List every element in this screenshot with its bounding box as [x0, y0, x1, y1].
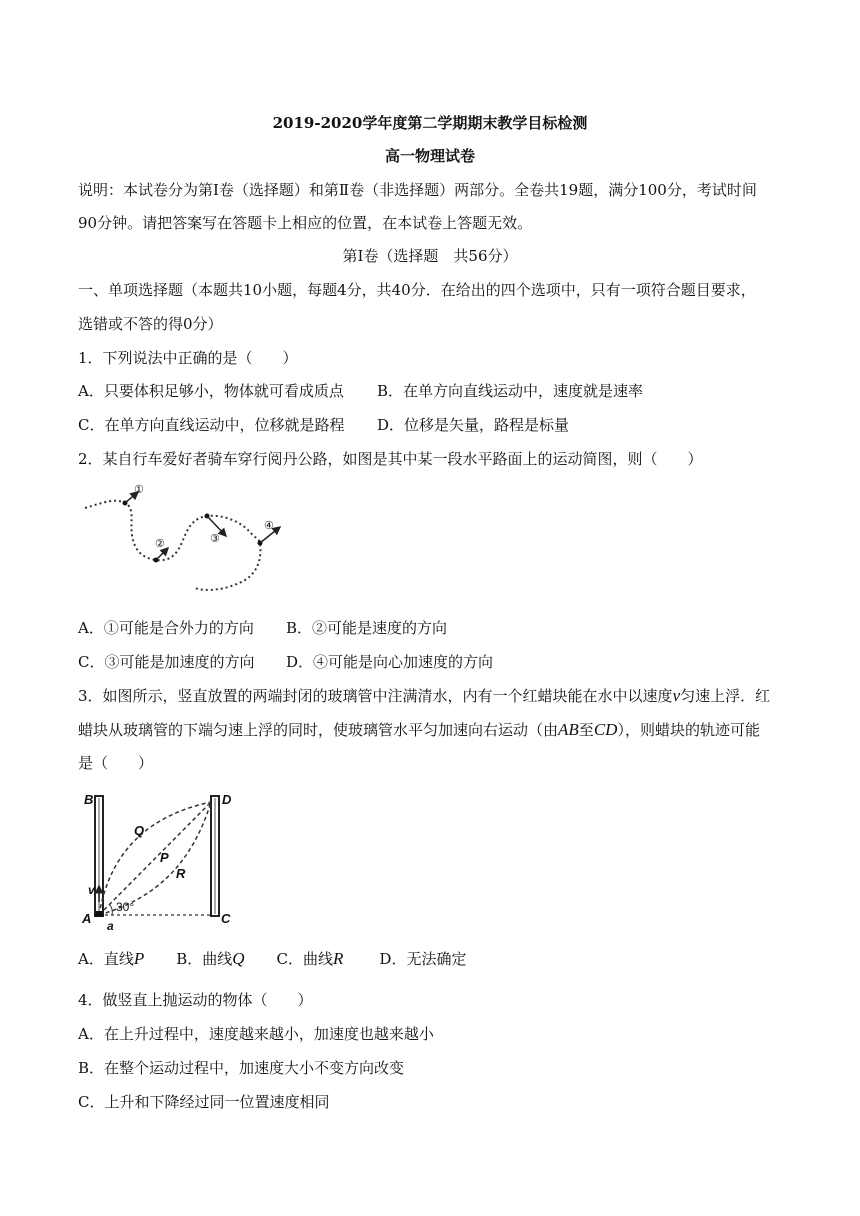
- part-1-title: 第Ⅰ卷（选择题 共56分）: [342, 247, 518, 265]
- q3-var-ab: AB: [558, 720, 579, 739]
- question-2-stem: 2．某自行车爱好者骑车穿行阅丹公路，如图是其中某一段水平路面上的运动简图，则（ ）: [78, 450, 703, 468]
- exam-note-line-2: 90分钟。请把答案写在答题卡上相应的位置，在本试卷上答题无效。: [78, 214, 533, 232]
- q3-stem-1b: 匀速上浮．红: [680, 687, 771, 705]
- question-2-option-b: B．②可能是速度的方向: [286, 619, 448, 637]
- angle-arc: [110, 905, 112, 915]
- label-1: ①: [134, 484, 144, 496]
- label-2: ②: [155, 538, 165, 550]
- q3-var-cd: CD: [593, 720, 618, 739]
- question-2-option-c: C．③可能是加速度的方向: [78, 653, 255, 671]
- question-2-option-d: D．④可能是向心加速度的方向: [286, 653, 494, 671]
- question-3-tube-diagram: [80, 790, 245, 933]
- question-1-option-a: A．只要体积足够小，物体就可看成质点: [78, 382, 344, 400]
- wax-block: [95, 911, 103, 917]
- label-c: C: [221, 911, 231, 926]
- q3-stem-2b: ），则蜡块的轨迹可能: [617, 721, 760, 739]
- question-3-stem-line-2: [78, 720, 760, 740]
- question-4-option-c: C．上升和下降经过同一位置速度相同: [78, 1093, 330, 1111]
- label-a-point: A: [82, 911, 92, 926]
- label-b: B: [84, 792, 94, 807]
- question-1-option-c: C．在单方向直线运动中，位移就是路程: [78, 416, 345, 434]
- question-1-option-b: B．在单方向直线运动中，速度就是速率: [377, 382, 644, 400]
- question-4-stem: 4．做竖直上抛运动的物体（ ）: [78, 991, 313, 1009]
- q3-option-b-label: B．曲线: [176, 950, 233, 968]
- exam-title: 2019-2020学年度第二学期期末教学目标检测: [272, 114, 588, 132]
- section-1-instructions-line-2: 选错或不答的得0分）: [78, 315, 223, 333]
- q3-stem-1a: 3．如图所示，竖直放置的两端封闭的玻璃管中注满清水，内有一个红蜡块能在水中以速度: [78, 687, 673, 705]
- road-path: [85, 501, 260, 590]
- label-a-small: a: [107, 919, 114, 933]
- question-2-path-diagram: [80, 480, 300, 600]
- label-d: D: [222, 792, 232, 807]
- section-1-instructions-line-1: 一、单项选择题（本题共10小题，每题4分，共40分．在给出的四个选项中，只有一项符合题目要求，: [78, 281, 756, 299]
- line-p: [99, 802, 211, 915]
- label-v: v: [88, 883, 95, 897]
- label-q: Q: [134, 823, 145, 838]
- q3-option-c-var: R: [333, 949, 344, 968]
- question-1-stem: 1．下列说法中正确的是（ ）: [78, 349, 298, 367]
- question-3-stem-line-3: 是（ ）: [78, 754, 154, 772]
- q3-option-b-var: Q: [232, 949, 245, 968]
- label-angle: 30°: [116, 900, 135, 914]
- label-r: R: [176, 866, 186, 881]
- q3-option-c-label: C．曲线: [276, 950, 334, 968]
- question-3-stem-line-1: [78, 686, 770, 706]
- question-2-option-a: A．①可能是合外力的方向: [78, 619, 254, 637]
- label-3: ③: [210, 533, 220, 545]
- q3-option-a-var: P: [133, 949, 145, 968]
- exam-note-line-1: 说明：本试卷分为第Ⅰ卷（选择题）和第Ⅱ卷（非选择题）两部分。全卷共19题，满分100分，考试时间: [78, 181, 757, 199]
- label-p: P: [160, 850, 169, 865]
- question-4-option-b: B．在整个运动过程中，加速度大小不变方向改变: [78, 1059, 405, 1077]
- q3-var-v: v: [672, 686, 681, 705]
- question-4-option-a: A．在上升过程中，速度越来越小，加速度也越来越小: [78, 1025, 434, 1043]
- q3-option-a-label: A．直线: [78, 950, 134, 968]
- question-3-options: [78, 949, 466, 969]
- q3-stem-2mid: 至: [578, 721, 594, 739]
- q3-option-d: D．无法确定: [379, 950, 467, 968]
- exam-subtitle: 高一物理试卷: [384, 147, 475, 165]
- question-1-option-d: D．位移是矢量，路程是标量: [377, 416, 570, 434]
- q3-stem-2a: 蜡块从玻璃管的下端匀速上浮的同时，使玻璃管水平匀加速向右运动（由: [78, 721, 559, 739]
- label-4: ④: [264, 520, 274, 532]
